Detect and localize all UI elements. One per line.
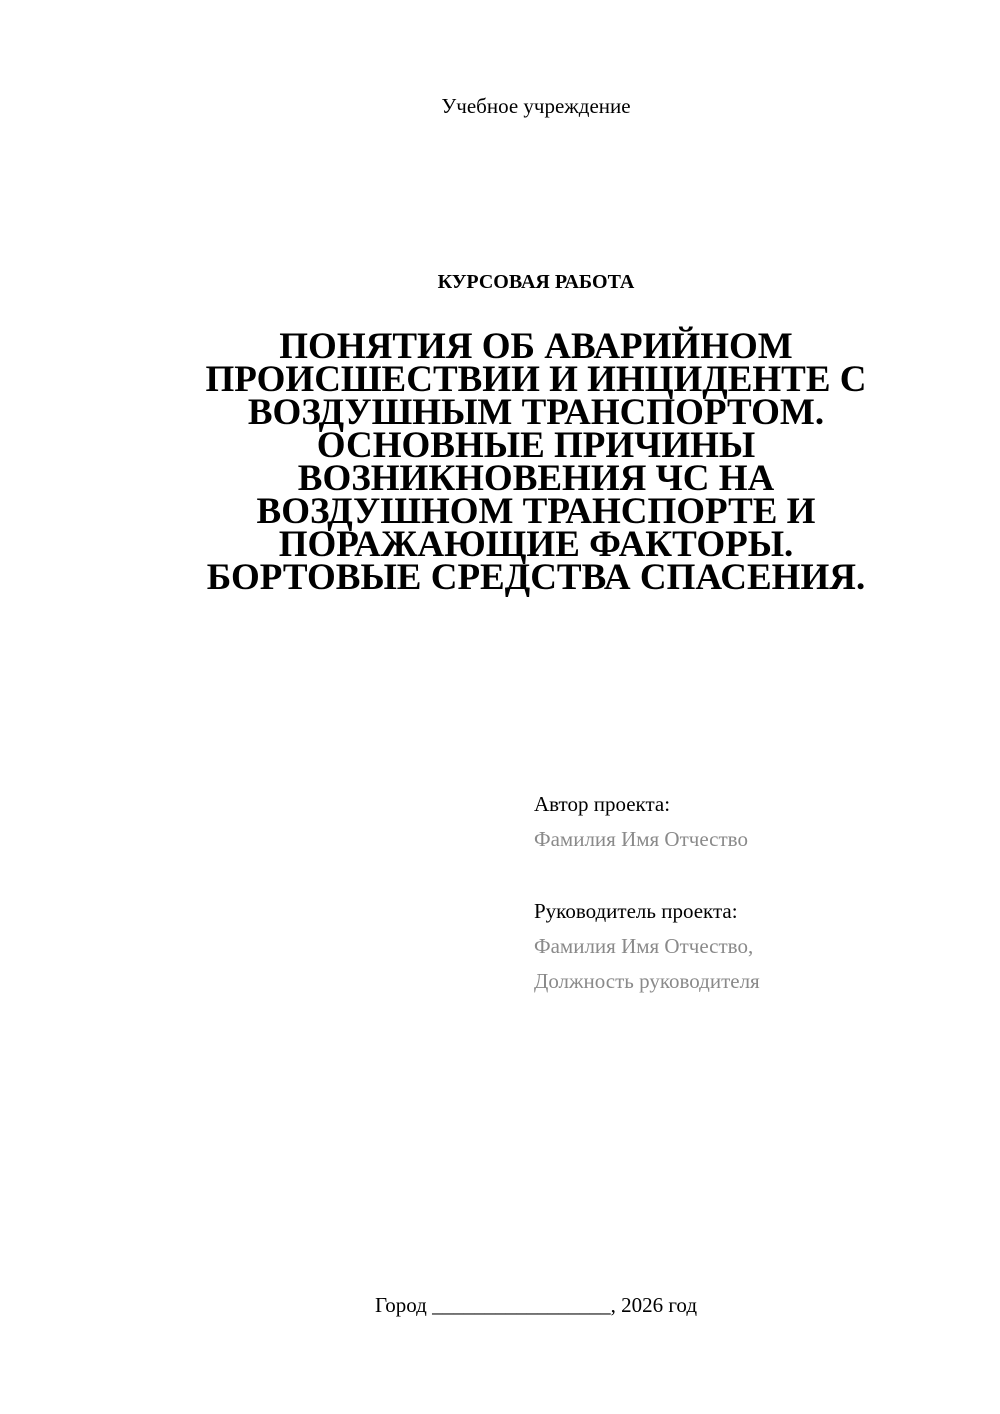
author-block [534, 787, 954, 857]
supervisor-name: Фамилия Имя Отчество, [534, 934, 754, 958]
author-label: Автор проекта: [534, 792, 671, 816]
title-line: БОРТОВЫЕ СРЕДСТВА СПАСЕНИЯ. [206, 557, 866, 598]
title-line: ВОЗНИКНОВЕНИЯ ЧС НА [297, 458, 775, 499]
title-line: ПРОИСШЕСТВИИ И ИНЦИДЕНТЕ С [205, 359, 867, 400]
supervisor-position: Должность руководителя [534, 969, 760, 993]
institution-name: Учебное учреждение [441, 94, 631, 118]
document-title [180, 326, 892, 598]
title-line: ОСНОВНЫЕ ПРИЧИНЫ [316, 425, 756, 466]
title-line: ВОЗДУШНОМ ТРАНСПОРТЕ И [256, 491, 816, 532]
title-line: ВОЗДУШНЫМ ТРАНСПОРТОМ. [247, 392, 825, 433]
title-line: ПОНЯТИЯ ОБ АВАРИЙНОМ [279, 326, 793, 367]
work-type-heading: КУРСОВАЯ РАБОТА [437, 271, 635, 293]
supervisor-block [534, 894, 954, 999]
city-year-line: Город _________________, 2026 год [374, 1293, 698, 1317]
supervisor-label: Руководитель проекта: [534, 899, 738, 923]
title-line: ПОРАЖАЮЩИЕ ФАКТОРЫ. [278, 524, 794, 565]
author-name: Фамилия Имя Отчество [534, 827, 748, 851]
